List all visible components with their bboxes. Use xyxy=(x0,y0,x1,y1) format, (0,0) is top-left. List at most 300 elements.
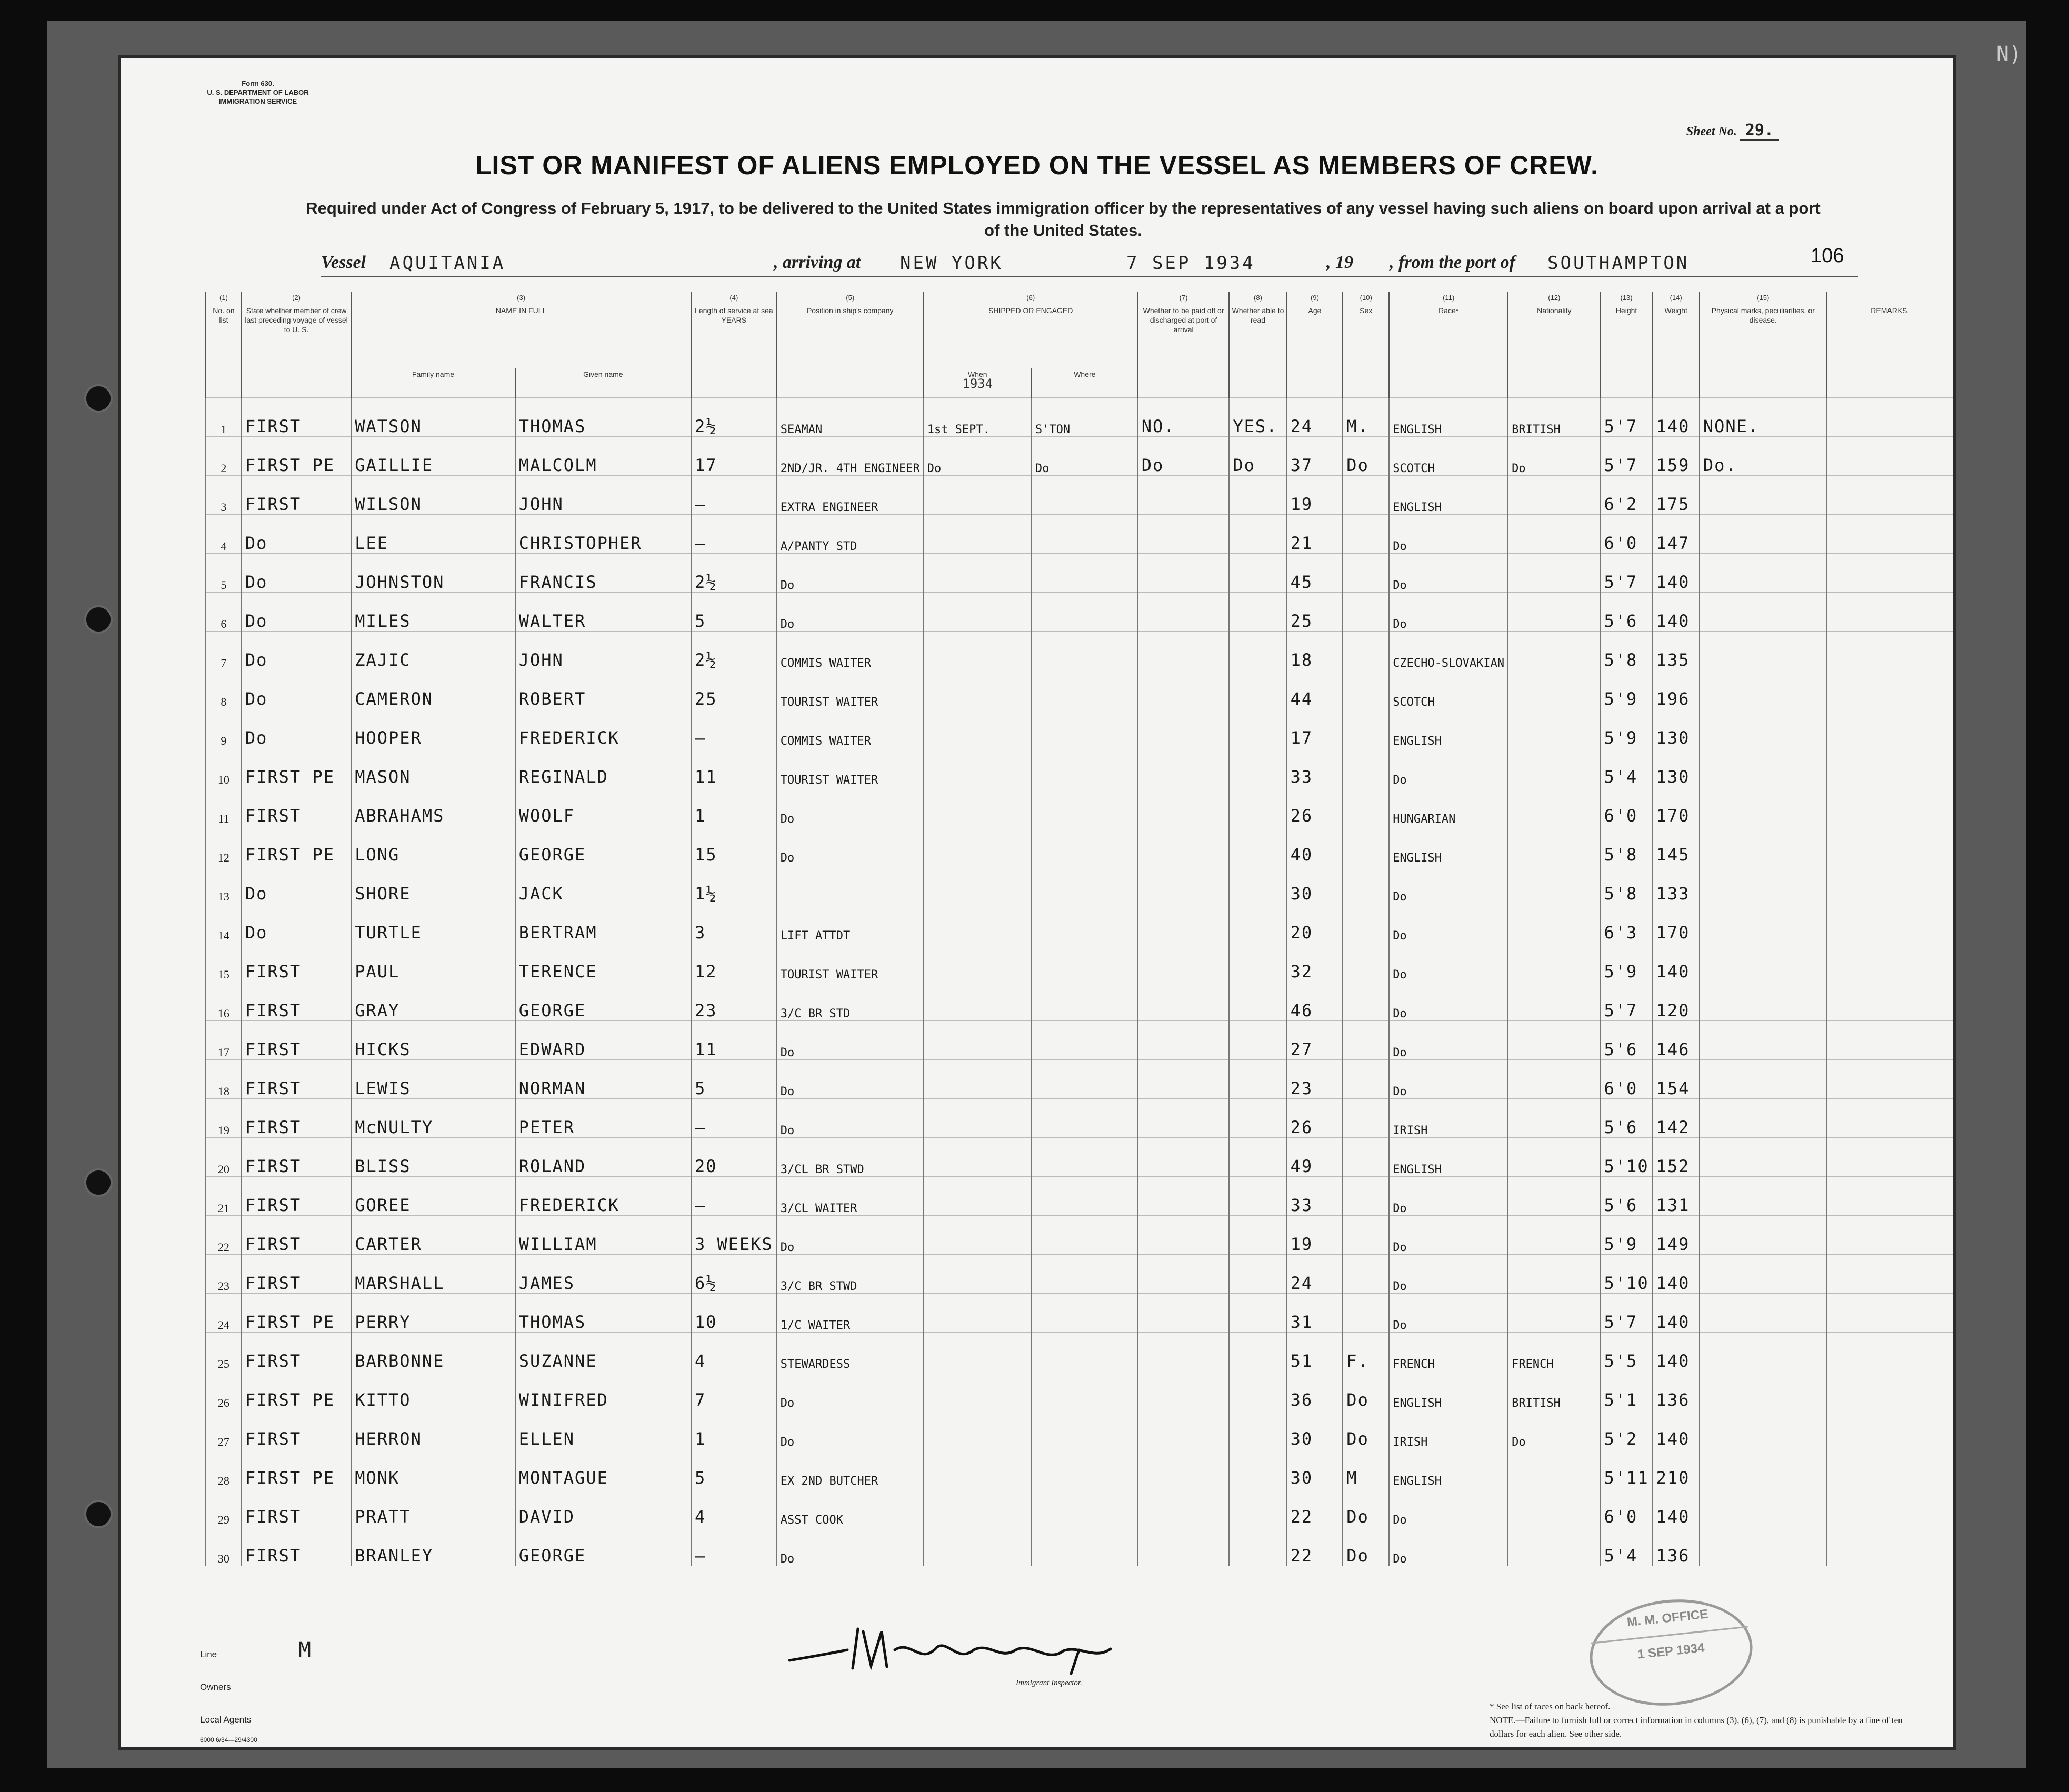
given-name-cell: MONTAGUE xyxy=(515,1449,691,1488)
line-value: M xyxy=(298,1638,311,1663)
engaged-when-cell xyxy=(924,1137,1032,1176)
engaged-when-cell xyxy=(924,514,1032,553)
service-length-cell: — xyxy=(691,1176,777,1215)
voyage-status-cell: FIRST xyxy=(242,397,351,436)
table-row xyxy=(206,475,1953,514)
table-row xyxy=(206,865,1953,904)
given-name-cell: CHRISTOPHER xyxy=(515,514,691,553)
engaged-where-cell xyxy=(1032,943,1138,982)
row-number-cell: 18 xyxy=(206,1059,242,1098)
sheet-label: Sheet No. xyxy=(1686,125,1737,138)
race-cell: Do xyxy=(1389,592,1508,631)
col-where: Where xyxy=(1032,368,1138,397)
document-title: LIST OR MANIFEST OF ALIENS EMPLOYED ON THE VESSEL AS MEMBERS OF CREW. xyxy=(475,151,1598,180)
row-number-cell: 5 xyxy=(206,553,242,592)
table-row xyxy=(206,982,1953,1020)
row-number-cell: 24 xyxy=(206,1293,242,1332)
age-cell: 33 xyxy=(1287,748,1343,787)
family-name-cell: MASON xyxy=(351,748,515,787)
table-row xyxy=(206,1215,1953,1254)
ship-position-cell: 3/CL WAITER xyxy=(777,1176,924,1215)
weight-cell: 147 xyxy=(1653,514,1700,553)
given-name-cell: WILLIAM xyxy=(515,1215,691,1254)
ship-position-cell: EXTRA ENGINEER xyxy=(777,475,924,514)
ship-position-cell: TOURIST WAITER xyxy=(777,943,924,982)
paid-off-cell xyxy=(1138,943,1230,982)
sex-cell xyxy=(1343,943,1389,982)
service-length-cell: 7 xyxy=(691,1371,777,1410)
row-number-cell: 10 xyxy=(206,748,242,787)
engaged-when-cell xyxy=(924,1215,1032,1254)
family-name-cell: HERRON xyxy=(351,1410,515,1449)
height-cell: 5'1 xyxy=(1601,1371,1653,1410)
weight-cell: 136 xyxy=(1653,1527,1700,1566)
fine-note: NOTE.—Failure to furnish full or correct information in columns (3), (6), (7), and (8) is punishable by a fine of ten dollars for each alien. See other side. xyxy=(1490,1715,1903,1739)
row-number-cell: 25 xyxy=(206,1332,242,1371)
physical-marks-cell xyxy=(1700,1449,1827,1488)
service-length-cell: 17 xyxy=(691,436,777,475)
physical-marks-cell xyxy=(1700,592,1827,631)
paid-off-cell xyxy=(1138,1215,1230,1254)
races-note: * See list of races on back hereof. xyxy=(1490,1701,1611,1711)
remarks-cell xyxy=(1827,631,1953,670)
service-length-cell: 11 xyxy=(691,1020,777,1059)
ship-position-cell: LIFT ATTDT xyxy=(777,904,924,943)
sex-cell: Do xyxy=(1343,1410,1389,1449)
voyage-status-cell: Do xyxy=(242,670,351,709)
ship-position-cell: Do xyxy=(777,1059,924,1098)
race-cell: ENGLISH xyxy=(1389,709,1508,748)
col-shipped: (6) SHIPPED OR ENGAGED xyxy=(924,292,1138,368)
table-row xyxy=(206,1059,1953,1098)
given-name-cell: GEORGE xyxy=(515,982,691,1020)
given-name-cell: FRANCIS xyxy=(515,553,691,592)
given-name-cell: BERTRAM xyxy=(515,904,691,943)
family-name-cell: JOHNSTON xyxy=(351,553,515,592)
remarks-cell xyxy=(1827,1137,1953,1176)
race-cell: Do xyxy=(1389,1215,1508,1254)
given-name-cell: JAMES xyxy=(515,1254,691,1293)
sex-cell: M xyxy=(1343,1449,1389,1488)
vessel-underline xyxy=(321,276,1858,277)
sex-cell xyxy=(1343,553,1389,592)
age-cell: 24 xyxy=(1287,397,1343,436)
weight-cell: 120 xyxy=(1653,982,1700,1020)
given-name-cell: THOMAS xyxy=(515,397,691,436)
ship-position-cell: 1/C WAITER xyxy=(777,1293,924,1332)
service-length-cell: — xyxy=(691,1098,777,1137)
table-row xyxy=(206,1293,1953,1332)
nationality-cell xyxy=(1508,1215,1600,1254)
nationality-cell xyxy=(1508,1098,1600,1137)
row-number-cell: 21 xyxy=(206,1176,242,1215)
age-cell: 46 xyxy=(1287,982,1343,1020)
nationality-cell: Do xyxy=(1508,1410,1600,1449)
ship-position-cell: Do xyxy=(777,1410,924,1449)
table-row xyxy=(206,1371,1953,1410)
table-row xyxy=(206,943,1953,982)
service-length-cell: 12 xyxy=(691,943,777,982)
voyage-status-cell: FIRST xyxy=(242,1215,351,1254)
family-name-cell: CAMERON xyxy=(351,670,515,709)
nationality-cell xyxy=(1508,631,1600,670)
sex-cell xyxy=(1343,1059,1389,1098)
engaged-when-cell: Do xyxy=(924,436,1032,475)
height-cell: 5'7 xyxy=(1601,553,1653,592)
col-read: (8) Whether able to read xyxy=(1229,292,1286,397)
vessel-name: AQUITANIA xyxy=(389,253,506,274)
nationality-cell xyxy=(1508,1059,1600,1098)
voyage-status-cell: Do xyxy=(242,904,351,943)
table-header xyxy=(206,292,1953,397)
remarks-cell xyxy=(1827,748,1953,787)
age-cell: 32 xyxy=(1287,943,1343,982)
physical-marks-cell xyxy=(1700,826,1827,865)
ship-position-cell: EX 2ND BUTCHER xyxy=(777,1449,924,1488)
engaged-when-cell xyxy=(924,1488,1032,1527)
table-row xyxy=(206,1488,1953,1527)
paid-off-cell: NO. xyxy=(1138,397,1230,436)
race-cell: ENGLISH xyxy=(1389,826,1508,865)
row-number-cell: 8 xyxy=(206,670,242,709)
paid-off-cell xyxy=(1138,1098,1230,1137)
manifest-sheet xyxy=(121,58,1953,1747)
remarks-cell xyxy=(1827,826,1953,865)
family-name-cell: CARTER xyxy=(351,1215,515,1254)
sex-cell xyxy=(1343,670,1389,709)
physical-marks-cell xyxy=(1700,1215,1827,1254)
ship-position-cell: 3/C BR STD xyxy=(777,982,924,1020)
nationality-cell xyxy=(1508,1254,1600,1293)
given-name-cell: JACK xyxy=(515,865,691,904)
ship-position-cell: Do xyxy=(777,553,924,592)
nationality-cell xyxy=(1508,592,1600,631)
sex-cell: M. xyxy=(1343,397,1389,436)
paid-off-cell xyxy=(1138,631,1230,670)
remarks-cell xyxy=(1827,1527,1953,1566)
weight-cell: 146 xyxy=(1653,1020,1700,1059)
service-length-cell: 2½ xyxy=(691,397,777,436)
row-number-cell: 11 xyxy=(206,787,242,826)
service-length-cell: 1 xyxy=(691,787,777,826)
service-length-cell: 2½ xyxy=(691,631,777,670)
given-name-cell: TERENCE xyxy=(515,943,691,982)
row-number-cell: 12 xyxy=(206,826,242,865)
engaged-when-cell xyxy=(924,553,1032,592)
physical-marks-cell xyxy=(1700,943,1827,982)
weight-cell: 140 xyxy=(1653,592,1700,631)
engaged-when-cell xyxy=(924,1332,1032,1371)
able-to-read-cell xyxy=(1229,1098,1286,1137)
weight-cell: 140 xyxy=(1653,1332,1700,1371)
race-cell: IRISH xyxy=(1389,1410,1508,1449)
able-to-read-cell xyxy=(1229,748,1286,787)
col-voyage: (2) State whether member of crew last preceding voyage of vessel to U. S. xyxy=(242,292,351,397)
row-number-cell: 27 xyxy=(206,1410,242,1449)
service-length-cell: 5 xyxy=(691,1059,777,1098)
voyage-status-cell: Do xyxy=(242,592,351,631)
voyage-status-cell: FIRST PE xyxy=(242,748,351,787)
physical-marks-cell xyxy=(1700,904,1827,943)
age-cell: 27 xyxy=(1287,1020,1343,1059)
sex-cell xyxy=(1343,1254,1389,1293)
family-name-cell: LEE xyxy=(351,514,515,553)
weight-cell: 130 xyxy=(1653,709,1700,748)
col-position: (5) Position in ship's company xyxy=(777,292,924,397)
race-cell: Do xyxy=(1389,904,1508,943)
paid-off-cell xyxy=(1138,1020,1230,1059)
ship-position-cell: TOURIST WAITER xyxy=(777,748,924,787)
sex-cell xyxy=(1343,1215,1389,1254)
able-to-read-cell xyxy=(1229,475,1286,514)
paid-off-cell xyxy=(1138,709,1230,748)
engaged-when-cell xyxy=(924,1371,1032,1410)
weight-cell: 196 xyxy=(1653,670,1700,709)
weight-cell: 140 xyxy=(1653,1410,1700,1449)
table-row xyxy=(206,1254,1953,1293)
weight-cell: 140 xyxy=(1653,553,1700,592)
sex-cell xyxy=(1343,748,1389,787)
voyage-status-cell: FIRST xyxy=(242,1176,351,1215)
line-label: Line xyxy=(200,1649,217,1659)
crew-rows xyxy=(206,397,1953,1566)
physical-marks-cell xyxy=(1700,748,1827,787)
height-cell: 5'7 xyxy=(1601,982,1653,1020)
table-row xyxy=(206,904,1953,943)
sex-cell xyxy=(1343,982,1389,1020)
voyage-status-cell: FIRST xyxy=(242,1410,351,1449)
given-name-cell: NORMAN xyxy=(515,1059,691,1098)
able-to-read-cell xyxy=(1229,1137,1286,1176)
voyage-status-cell: FIRST PE xyxy=(242,1371,351,1410)
engaged-when-cell xyxy=(924,475,1032,514)
given-name-cell: ROBERT xyxy=(515,670,691,709)
engaged-when-cell xyxy=(924,1449,1032,1488)
service-length-cell: — xyxy=(691,709,777,748)
family-name-cell: GRAY xyxy=(351,982,515,1020)
engaged-when-cell xyxy=(924,1020,1032,1059)
engaged-where-cell xyxy=(1032,1137,1138,1176)
page-number: 106 xyxy=(1811,245,1844,267)
service-length-cell: 5 xyxy=(691,1449,777,1488)
row-number-cell: 6 xyxy=(206,592,242,631)
height-cell: 5'6 xyxy=(1601,1176,1653,1215)
paid-off-cell xyxy=(1138,1371,1230,1410)
weight-cell: 149 xyxy=(1653,1215,1700,1254)
able-to-read-cell xyxy=(1229,1293,1286,1332)
table-row xyxy=(206,592,1953,631)
race-cell: Do xyxy=(1389,1020,1508,1059)
sex-cell: Do xyxy=(1343,1527,1389,1566)
height-cell: 5'2 xyxy=(1601,1410,1653,1449)
able-to-read-cell xyxy=(1229,826,1286,865)
physical-marks-cell xyxy=(1700,1488,1827,1527)
engaged-where-cell xyxy=(1032,1098,1138,1137)
sex-cell xyxy=(1343,1020,1389,1059)
physical-marks-cell xyxy=(1700,709,1827,748)
race-cell: SCOTCH xyxy=(1389,670,1508,709)
age-cell: 19 xyxy=(1287,475,1343,514)
race-cell: Do xyxy=(1389,943,1508,982)
engaged-where-cell xyxy=(1032,748,1138,787)
nationality-cell xyxy=(1508,943,1600,982)
paid-off-cell xyxy=(1138,514,1230,553)
row-number-cell: 3 xyxy=(206,475,242,514)
service-length-cell: 6½ xyxy=(691,1254,777,1293)
voyage-status-cell: Do xyxy=(242,865,351,904)
stamp-top: M. M. OFFICE xyxy=(1587,1595,1748,1644)
able-to-read-cell xyxy=(1229,592,1286,631)
age-cell: 44 xyxy=(1287,670,1343,709)
engaged-where-cell: Do xyxy=(1032,436,1138,475)
height-cell: 6'3 xyxy=(1601,904,1653,943)
row-number-cell: 1 xyxy=(206,397,242,436)
given-name-cell: WOOLF xyxy=(515,787,691,826)
race-cell: ENGLISH xyxy=(1389,1449,1508,1488)
engaged-where-cell xyxy=(1032,592,1138,631)
print-code: 6000 6/34—29/4300 xyxy=(200,1736,257,1744)
ship-position-cell xyxy=(777,865,924,904)
service-length-cell: 10 xyxy=(691,1293,777,1332)
table-row xyxy=(206,553,1953,592)
voyage-status-cell: FIRST xyxy=(242,1098,351,1137)
engaged-where-cell xyxy=(1032,670,1138,709)
row-number-cell: 20 xyxy=(206,1137,242,1176)
given-name-cell: FREDERICK xyxy=(515,709,691,748)
arrival-port: NEW YORK xyxy=(900,253,1003,274)
age-cell: 22 xyxy=(1287,1527,1343,1566)
ship-position-cell: Do xyxy=(777,1527,924,1566)
voyage-status-cell: Do xyxy=(242,709,351,748)
table-row xyxy=(206,397,1953,436)
nationality-cell xyxy=(1508,826,1600,865)
sex-cell xyxy=(1343,709,1389,748)
age-cell: 40 xyxy=(1287,826,1343,865)
remarks-cell xyxy=(1827,1059,1953,1098)
engaged-where-cell xyxy=(1032,1488,1138,1527)
physical-marks-cell xyxy=(1700,1371,1827,1410)
remarks-cell xyxy=(1827,397,1953,436)
arriving-label: , arriving at xyxy=(774,253,861,272)
col-height: (13) Height xyxy=(1601,292,1653,397)
able-to-read-cell xyxy=(1229,1488,1286,1527)
engaged-when-cell xyxy=(924,592,1032,631)
race-cell: SCOTCH xyxy=(1389,436,1508,475)
table-row xyxy=(206,631,1953,670)
service-length-cell: 4 xyxy=(691,1488,777,1527)
weight-cell: 140 xyxy=(1653,1488,1700,1527)
vessel-line xyxy=(321,253,1847,279)
height-cell: 6'0 xyxy=(1601,1059,1653,1098)
sex-cell xyxy=(1343,865,1389,904)
voyage-status-cell: Do xyxy=(242,631,351,670)
voyage-status-cell: FIRST PE xyxy=(242,826,351,865)
service-length-cell: 25 xyxy=(691,670,777,709)
family-name-cell: HOOPER xyxy=(351,709,515,748)
given-name-cell: THOMAS xyxy=(515,1293,691,1332)
able-to-read-cell xyxy=(1229,1215,1286,1254)
remarks-cell xyxy=(1827,1410,1953,1449)
remarks-cell xyxy=(1827,592,1953,631)
engaged-where-cell xyxy=(1032,904,1138,943)
remarks-cell xyxy=(1827,436,1953,475)
race-cell: Do xyxy=(1389,1488,1508,1527)
row-number-cell: 4 xyxy=(206,514,242,553)
voyage-status-cell: FIRST PE xyxy=(242,1449,351,1488)
engaged-when-cell xyxy=(924,748,1032,787)
nationality-cell xyxy=(1508,1020,1600,1059)
race-cell: ENGLISH xyxy=(1389,1371,1508,1410)
col-when: When 1934 xyxy=(924,368,1032,397)
physical-marks-cell xyxy=(1700,1176,1827,1215)
punch-hole xyxy=(84,1168,113,1197)
paid-off-cell xyxy=(1138,865,1230,904)
race-cell: Do xyxy=(1389,514,1508,553)
voyage-status-cell: Do xyxy=(242,553,351,592)
col-marks: (15) Physical marks, peculiarities, or disease. xyxy=(1700,292,1827,397)
nationality-cell xyxy=(1508,475,1600,514)
row-number-cell: 28 xyxy=(206,1449,242,1488)
height-cell: 5'5 xyxy=(1601,1332,1653,1371)
age-cell: 30 xyxy=(1287,1410,1343,1449)
race-cell: Do xyxy=(1389,865,1508,904)
voyage-status-cell: FIRST xyxy=(242,982,351,1020)
given-name-cell: JOHN xyxy=(515,475,691,514)
ship-position-cell: 2ND/JR. 4TH ENGINEER xyxy=(777,436,924,475)
ship-position-cell: Do xyxy=(777,826,924,865)
voyage-status-cell: FIRST xyxy=(242,1254,351,1293)
engaged-where-cell xyxy=(1032,826,1138,865)
age-cell: 24 xyxy=(1287,1254,1343,1293)
voyage-status-cell: FIRST xyxy=(242,1332,351,1371)
sex-cell xyxy=(1343,1137,1389,1176)
physical-marks-cell: NONE. xyxy=(1700,397,1827,436)
able-to-read-cell xyxy=(1229,1176,1286,1215)
physical-marks-cell xyxy=(1700,1137,1827,1176)
paid-off-cell xyxy=(1138,670,1230,709)
age-cell: 45 xyxy=(1287,553,1343,592)
weight-cell: 130 xyxy=(1653,748,1700,787)
remarks-cell xyxy=(1827,1020,1953,1059)
paid-off-cell xyxy=(1138,1488,1230,1527)
row-number-cell: 15 xyxy=(206,943,242,982)
paid-off-cell xyxy=(1138,1293,1230,1332)
service-length-cell: 1 xyxy=(691,1410,777,1449)
ship-position-cell: COMMIS WAITER xyxy=(777,631,924,670)
family-name-cell: TURTLE xyxy=(351,904,515,943)
age-cell: 20 xyxy=(1287,904,1343,943)
able-to-read-cell: Do xyxy=(1229,436,1286,475)
table-row xyxy=(206,1332,1953,1371)
remarks-cell xyxy=(1827,1332,1953,1371)
given-name-cell: SUZANNE xyxy=(515,1332,691,1371)
remarks-cell xyxy=(1827,904,1953,943)
physical-marks-cell xyxy=(1700,1527,1827,1566)
nationality-cell xyxy=(1508,514,1600,553)
sex-cell xyxy=(1343,787,1389,826)
given-name-cell: ROLAND xyxy=(515,1137,691,1176)
race-cell: HUNGARIAN xyxy=(1389,787,1508,826)
year-label: , 19 xyxy=(1326,253,1353,272)
given-name-cell: GEORGE xyxy=(515,1527,691,1566)
physical-marks-cell xyxy=(1700,1020,1827,1059)
age-cell: 51 xyxy=(1287,1332,1343,1371)
height-cell: 5'7 xyxy=(1601,1293,1653,1332)
weight-cell: 170 xyxy=(1653,787,1700,826)
weight-cell: 140 xyxy=(1653,943,1700,982)
physical-marks-cell xyxy=(1700,631,1827,670)
document-subtitle: Required under Act of Congress of February 5, 1917, to be delivered to the United States immigration officer by the representatives of any vessel having such aliens on board upon arrival at a port of the United States. xyxy=(306,199,1821,239)
